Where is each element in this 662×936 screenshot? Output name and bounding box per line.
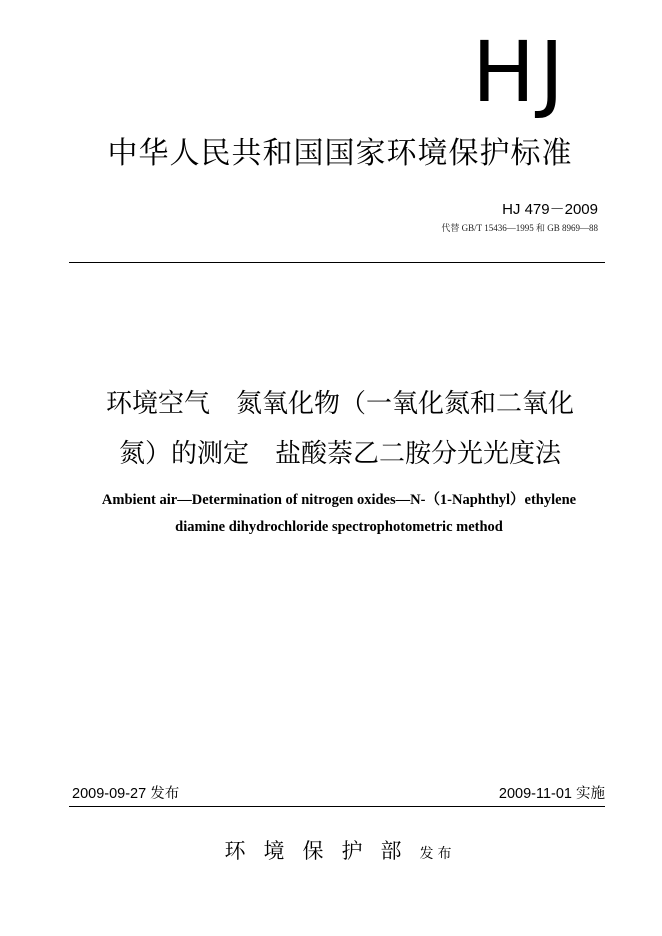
implementation-date: 2009-11-01 实施 (498, 786, 605, 802)
organization-title: 中华人民共和国国家环境保护标准 (107, 136, 573, 171)
publisher-suffix: 发布 (419, 846, 456, 862)
replaces-standards: 代替 GB/T 15436—1995 和 GB 8969—88 (441, 223, 598, 233)
title-en-line-2: diamine dihydrochloride spectrophotometric method (175, 519, 503, 535)
title-cn-line-2: 氮）的测定 盐酸萘乙二胺分光光度法 (118, 439, 561, 469)
issue-date: 2009-09-27 发布 (72, 786, 180, 802)
hj-logo: HJ (472, 23, 568, 121)
bottom-divider (69, 806, 605, 807)
title-cn-line-1: 环境空气 氮氧化物（一氧化氮和二氧化 (105, 389, 574, 419)
standard-number: HJ 479－2009 (502, 201, 598, 218)
publisher-name: 环境保护部 (224, 839, 420, 863)
top-divider (69, 262, 605, 263)
title-en-line-1: Ambient air—Determination of nitrogen oxides—N-（1-Naphthyl）ethylene (101, 492, 577, 508)
publisher (60, 836, 620, 869)
